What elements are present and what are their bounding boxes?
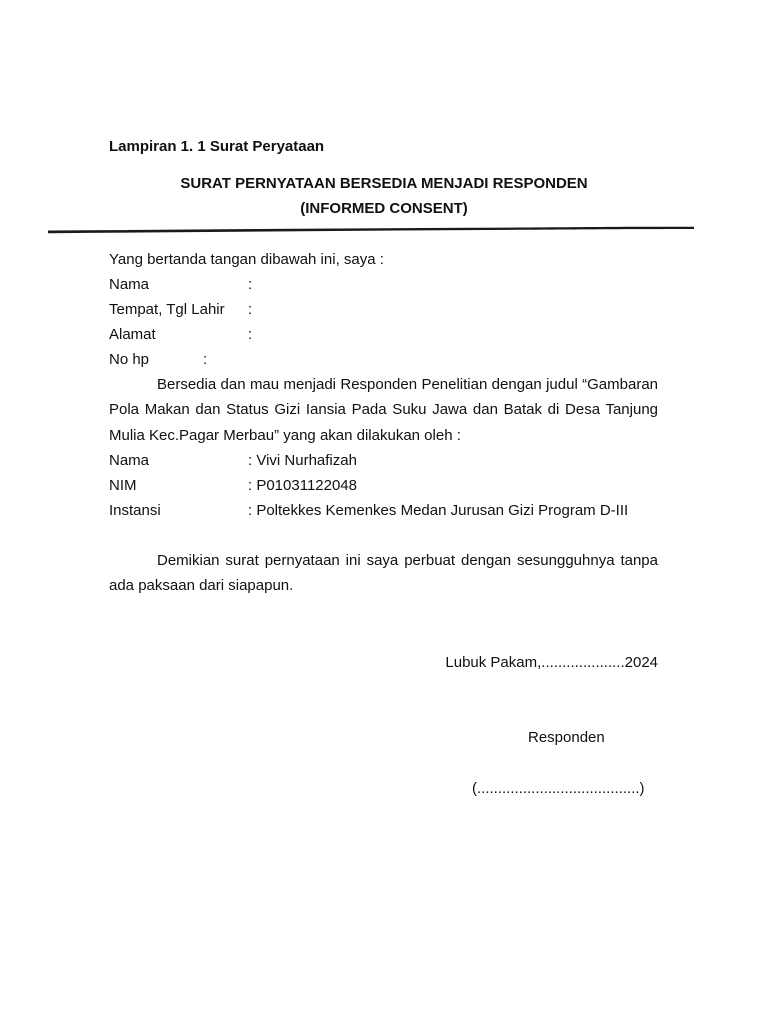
researcher-label-nim: NIM — [109, 477, 137, 494]
closing-paragraph-text: Demikian surat pernyataan ini saya perbuat dengan sesungguhnya tanpa ada paksaan dari siapapun. — [109, 552, 658, 595]
place-date: Lubuk Pakam,....................2024 — [445, 654, 658, 671]
appendix-label: Lampiran 1. 1 Surat Peryataan — [109, 138, 325, 155]
field-label-tempat-tgl-lahir: Tempat, Tgl Lahir — [109, 301, 225, 318]
field-colon-no-hp: : — [203, 351, 208, 368]
document-title: SURAT PERNYATAAN BERSEDIA MENJADI RESPONDEN — [180, 175, 588, 192]
field-label-nama: Nama — [109, 276, 150, 293]
closing-paragraph — [109, 548, 658, 599]
field-label-no-hp: No hp — [109, 351, 150, 368]
document-subtitle: (INFORMED CONSENT) — [300, 200, 468, 217]
field-colon-tempat-tgl-lahir: : — [248, 301, 253, 318]
researcher-value-instansi: : Poltekkes Kemenkes Medan Jurusan Gizi Program D-III — [248, 502, 629, 519]
researcher-label-instansi: Instansi — [109, 502, 161, 519]
researcher-value-nim: : P01031122048 — [248, 477, 357, 494]
field-label-alamat: Alamat — [109, 326, 156, 343]
field-colon-nama: : — [248, 276, 253, 293]
consent-paragraph — [109, 372, 658, 448]
researcher-value-nama: : Vivi Nurhafizah — [248, 452, 357, 469]
signature-line: (.......................................) — [472, 780, 645, 797]
intro-text: Yang bertanda tangan dibawah ini, saya : — [109, 251, 384, 268]
field-colon-alamat: : — [248, 326, 253, 343]
consent-paragraph-text: Bersedia dan mau menjadi Responden Penelitian dengan judul “Gambaran Pola Makan dan Status Gizi Iansia Pada Suku Jawa dan Batak di Desa Tanjung Mulia Kec.Pagar Merbau” yang akan dilakukan oleh : — [109, 376, 658, 444]
signature-role: Responden — [528, 729, 605, 746]
title-underline — [48, 224, 694, 234]
researcher-label-nama: Nama — [109, 452, 150, 469]
